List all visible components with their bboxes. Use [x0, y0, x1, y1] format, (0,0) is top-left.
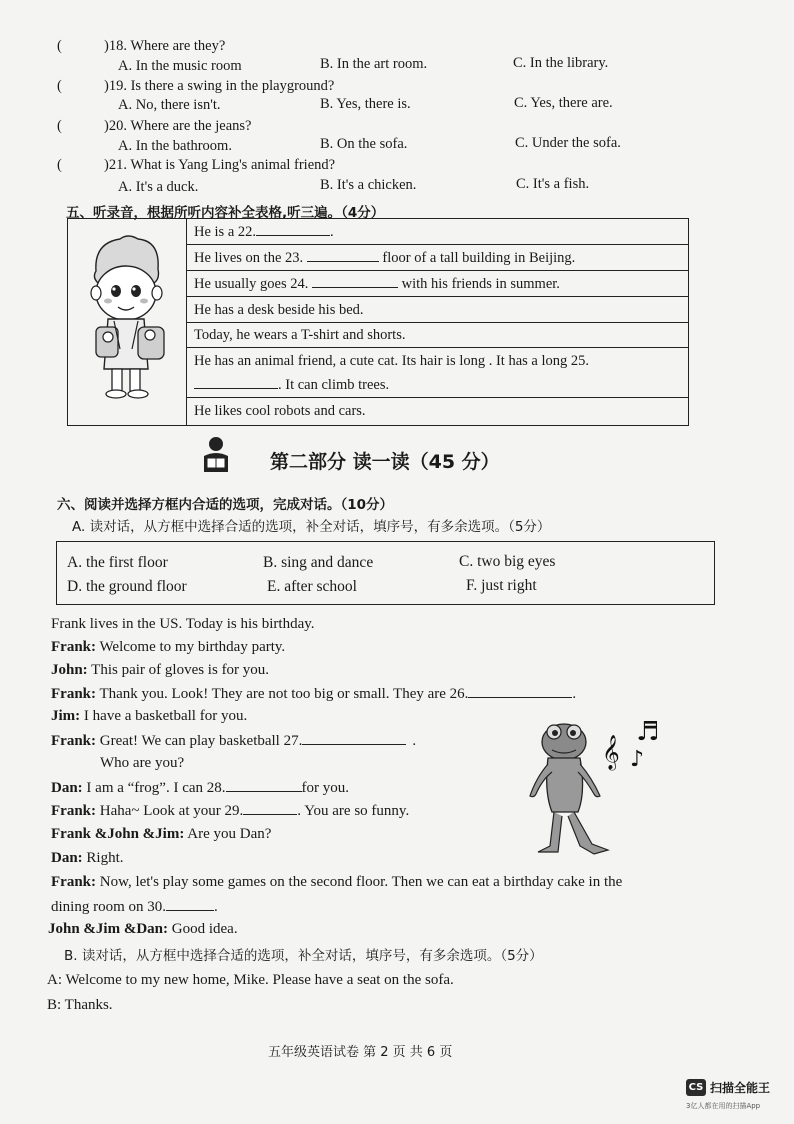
row1-text: He is a 22.	[194, 224, 257, 240]
part2-title: 第二部分 读一读（45 分）	[270, 451, 500, 473]
utterance-end: .	[572, 686, 577, 702]
q21-option-a: A. It's a duck.	[118, 179, 199, 195]
table-row	[187, 323, 688, 348]
utterance-end: . You are so funny.	[297, 803, 410, 819]
q20-option-c: C. Under the sofa.	[515, 135, 621, 151]
table-row	[187, 348, 688, 398]
utterance: dining room on 30.	[51, 899, 166, 915]
row3-text: He usually goes 24.	[194, 276, 309, 292]
utterance: I am a “frog”. I can 28.	[82, 780, 226, 796]
table-row	[187, 297, 688, 323]
dialog-line-continued	[51, 898, 218, 916]
row5-text: Today, he wears a T-shirt and shorts.	[194, 327, 406, 343]
dialog-line	[51, 708, 247, 725]
option-f: F. just right	[466, 577, 537, 594]
scanner-tagline: 3亿人都在用的扫描App	[686, 1102, 761, 1110]
utterance: Now, let's play some games on the second floor. Then we can eat a birthday cake in the	[96, 874, 623, 890]
blank-24	[312, 275, 398, 288]
utterance-end: .	[412, 733, 417, 749]
listening-table	[67, 218, 689, 426]
row7-text: He likes cool robots and cars.	[194, 403, 366, 419]
boy-illustration-cell	[68, 219, 187, 425]
dialog-line	[51, 850, 124, 867]
dialog-line	[51, 779, 349, 797]
speaker: Frank:	[51, 686, 96, 702]
dialog-line	[51, 685, 576, 703]
speaker: Dan:	[51, 780, 83, 796]
utterance: This pair of gloves is for you.	[87, 662, 270, 678]
dialog-line	[51, 639, 285, 656]
dialog-line	[48, 921, 238, 938]
speaker: Frank:	[51, 803, 96, 819]
blank-29	[243, 802, 297, 815]
q18-option-c: C. In the library.	[513, 55, 609, 71]
dialog-question: Who are you?	[100, 755, 185, 771]
q18-stem: )18. Where are they?	[104, 38, 226, 54]
row6-text: He has an animal friend, a cute cat. Its hair is long . It has a long 25.	[194, 353, 590, 369]
table-row	[187, 219, 688, 245]
q20-option-a: A. In the bathroom.	[118, 138, 232, 154]
dialog-line	[51, 662, 269, 679]
row1-end: .	[330, 224, 334, 240]
speaker: Frank &John &Jim:	[51, 826, 185, 842]
svg-text:♬: ♬	[636, 717, 660, 747]
q19-option-a: A. No, there isn't.	[118, 97, 221, 113]
q20-stem: )20. Where are the jeans?	[104, 118, 252, 134]
dialog-line	[51, 826, 271, 843]
blank-27	[302, 732, 406, 745]
reading-person-icon	[198, 436, 234, 474]
q20-option-b: B. On the sofa.	[320, 136, 408, 152]
dialog-line	[51, 732, 416, 750]
options-box	[56, 541, 715, 605]
utterance: Are you Dan?	[184, 826, 272, 842]
q19-paren: (	[57, 78, 62, 94]
speaker: Jim:	[51, 708, 81, 724]
blank-28	[226, 779, 302, 792]
utterance: Good idea.	[168, 921, 238, 937]
svg-text:♪: ♪	[630, 747, 645, 772]
section6-sub-a: A. 读对话，从方框中选择合适的选项，补全对话，填序号，有多余选项。（5分）	[72, 519, 551, 535]
option-d: D. the ground floor	[67, 578, 187, 595]
utterance-end: for you.	[301, 780, 350, 796]
utterance: Welcome to my birthday party.	[96, 639, 286, 655]
speaker: Frank:	[51, 733, 96, 749]
page-footer: 五年级英语试卷 第 2 页 共 6 页	[268, 1045, 453, 1060]
table-row	[187, 245, 688, 271]
option-c: C. two big eyes	[459, 553, 556, 570]
q20-paren: (	[57, 118, 62, 134]
utterance: Thank you. Look! They are not too big or small. They are 26.	[96, 686, 469, 702]
option-e: E. after school	[267, 578, 357, 595]
dialog-line	[51, 874, 622, 891]
blank-30	[166, 898, 214, 911]
blank-23	[307, 249, 379, 262]
utterance: Right.	[82, 850, 124, 866]
svg-text:𝄞: 𝄞	[602, 735, 620, 770]
scanner-logo-icon: CS	[686, 1079, 706, 1096]
option-a: A. the first floor	[67, 554, 168, 571]
q21-paren: (	[57, 157, 62, 173]
table-row	[187, 271, 688, 297]
speaker: Frank:	[51, 639, 96, 655]
boy-with-backpack-illustration	[68, 219, 186, 425]
utterance-end: .	[214, 899, 218, 915]
section5-heading: 五、听录音，根据所听内容补全表格,听三遍。（4分）	[66, 205, 385, 221]
option-b: B. sing and dance	[263, 554, 374, 571]
q19-option-c: C. Yes, there are.	[514, 95, 613, 111]
speaker: John:	[51, 662, 88, 678]
speaker: Frank:	[51, 874, 96, 890]
q19-option-b: B. Yes, there is.	[320, 96, 411, 112]
dialog-b-line-b: B: Thanks.	[47, 997, 113, 1013]
q21-stem: )21. What is Yang Ling's animal friend?	[104, 157, 336, 173]
q21-option-c: C. It's a fish.	[516, 176, 590, 192]
q18-option-b: B. In the art room.	[320, 56, 428, 72]
dancing-frog-illustration	[518, 712, 668, 864]
utterance: I have a basketball for you.	[80, 708, 248, 724]
q18-option-a: A. In the music room	[118, 58, 242, 74]
scanner-app-name: 扫描全能王	[710, 1081, 771, 1095]
q19-stem: )19. Is there a swing in the playground?	[104, 78, 335, 94]
q18-paren: (	[57, 38, 62, 54]
row2-text: He lives on the 23.	[194, 250, 304, 266]
row4-text: He has a desk beside his bed.	[194, 302, 364, 318]
section6-heading: 六、阅读并选择方框内合适的选项，完成对话。（10分）	[57, 497, 394, 513]
row6-end: . It can climb trees.	[278, 377, 390, 393]
utterance: Great! We can play basketball 27.	[96, 733, 303, 749]
row3-end: with his friends in summer.	[401, 276, 560, 292]
dialog-intro: Frank lives in the US. Today is his birthday.	[51, 616, 315, 632]
blank-26	[468, 685, 572, 698]
section6-sub-b: B. 读对话，从方框中选择合适的选项，补全对话，填序号，有多余选项。（5分）	[64, 948, 543, 964]
dialog-line	[51, 802, 409, 820]
blank-22	[256, 223, 330, 236]
table-row	[187, 398, 688, 425]
row2-end: floor of a tall building in Beijing.	[382, 250, 576, 266]
q21-option-b: B. It's a chicken.	[320, 177, 417, 193]
blank-25	[194, 376, 278, 389]
utterance: Haha~ Look at your 29.	[96, 803, 244, 819]
speaker: Dan:	[51, 850, 83, 866]
dialog-b-line-a: A: Welcome to my new home, Mike. Please have a seat on the sofa.	[47, 972, 454, 988]
speaker: John &Jim &Dan:	[48, 921, 169, 937]
